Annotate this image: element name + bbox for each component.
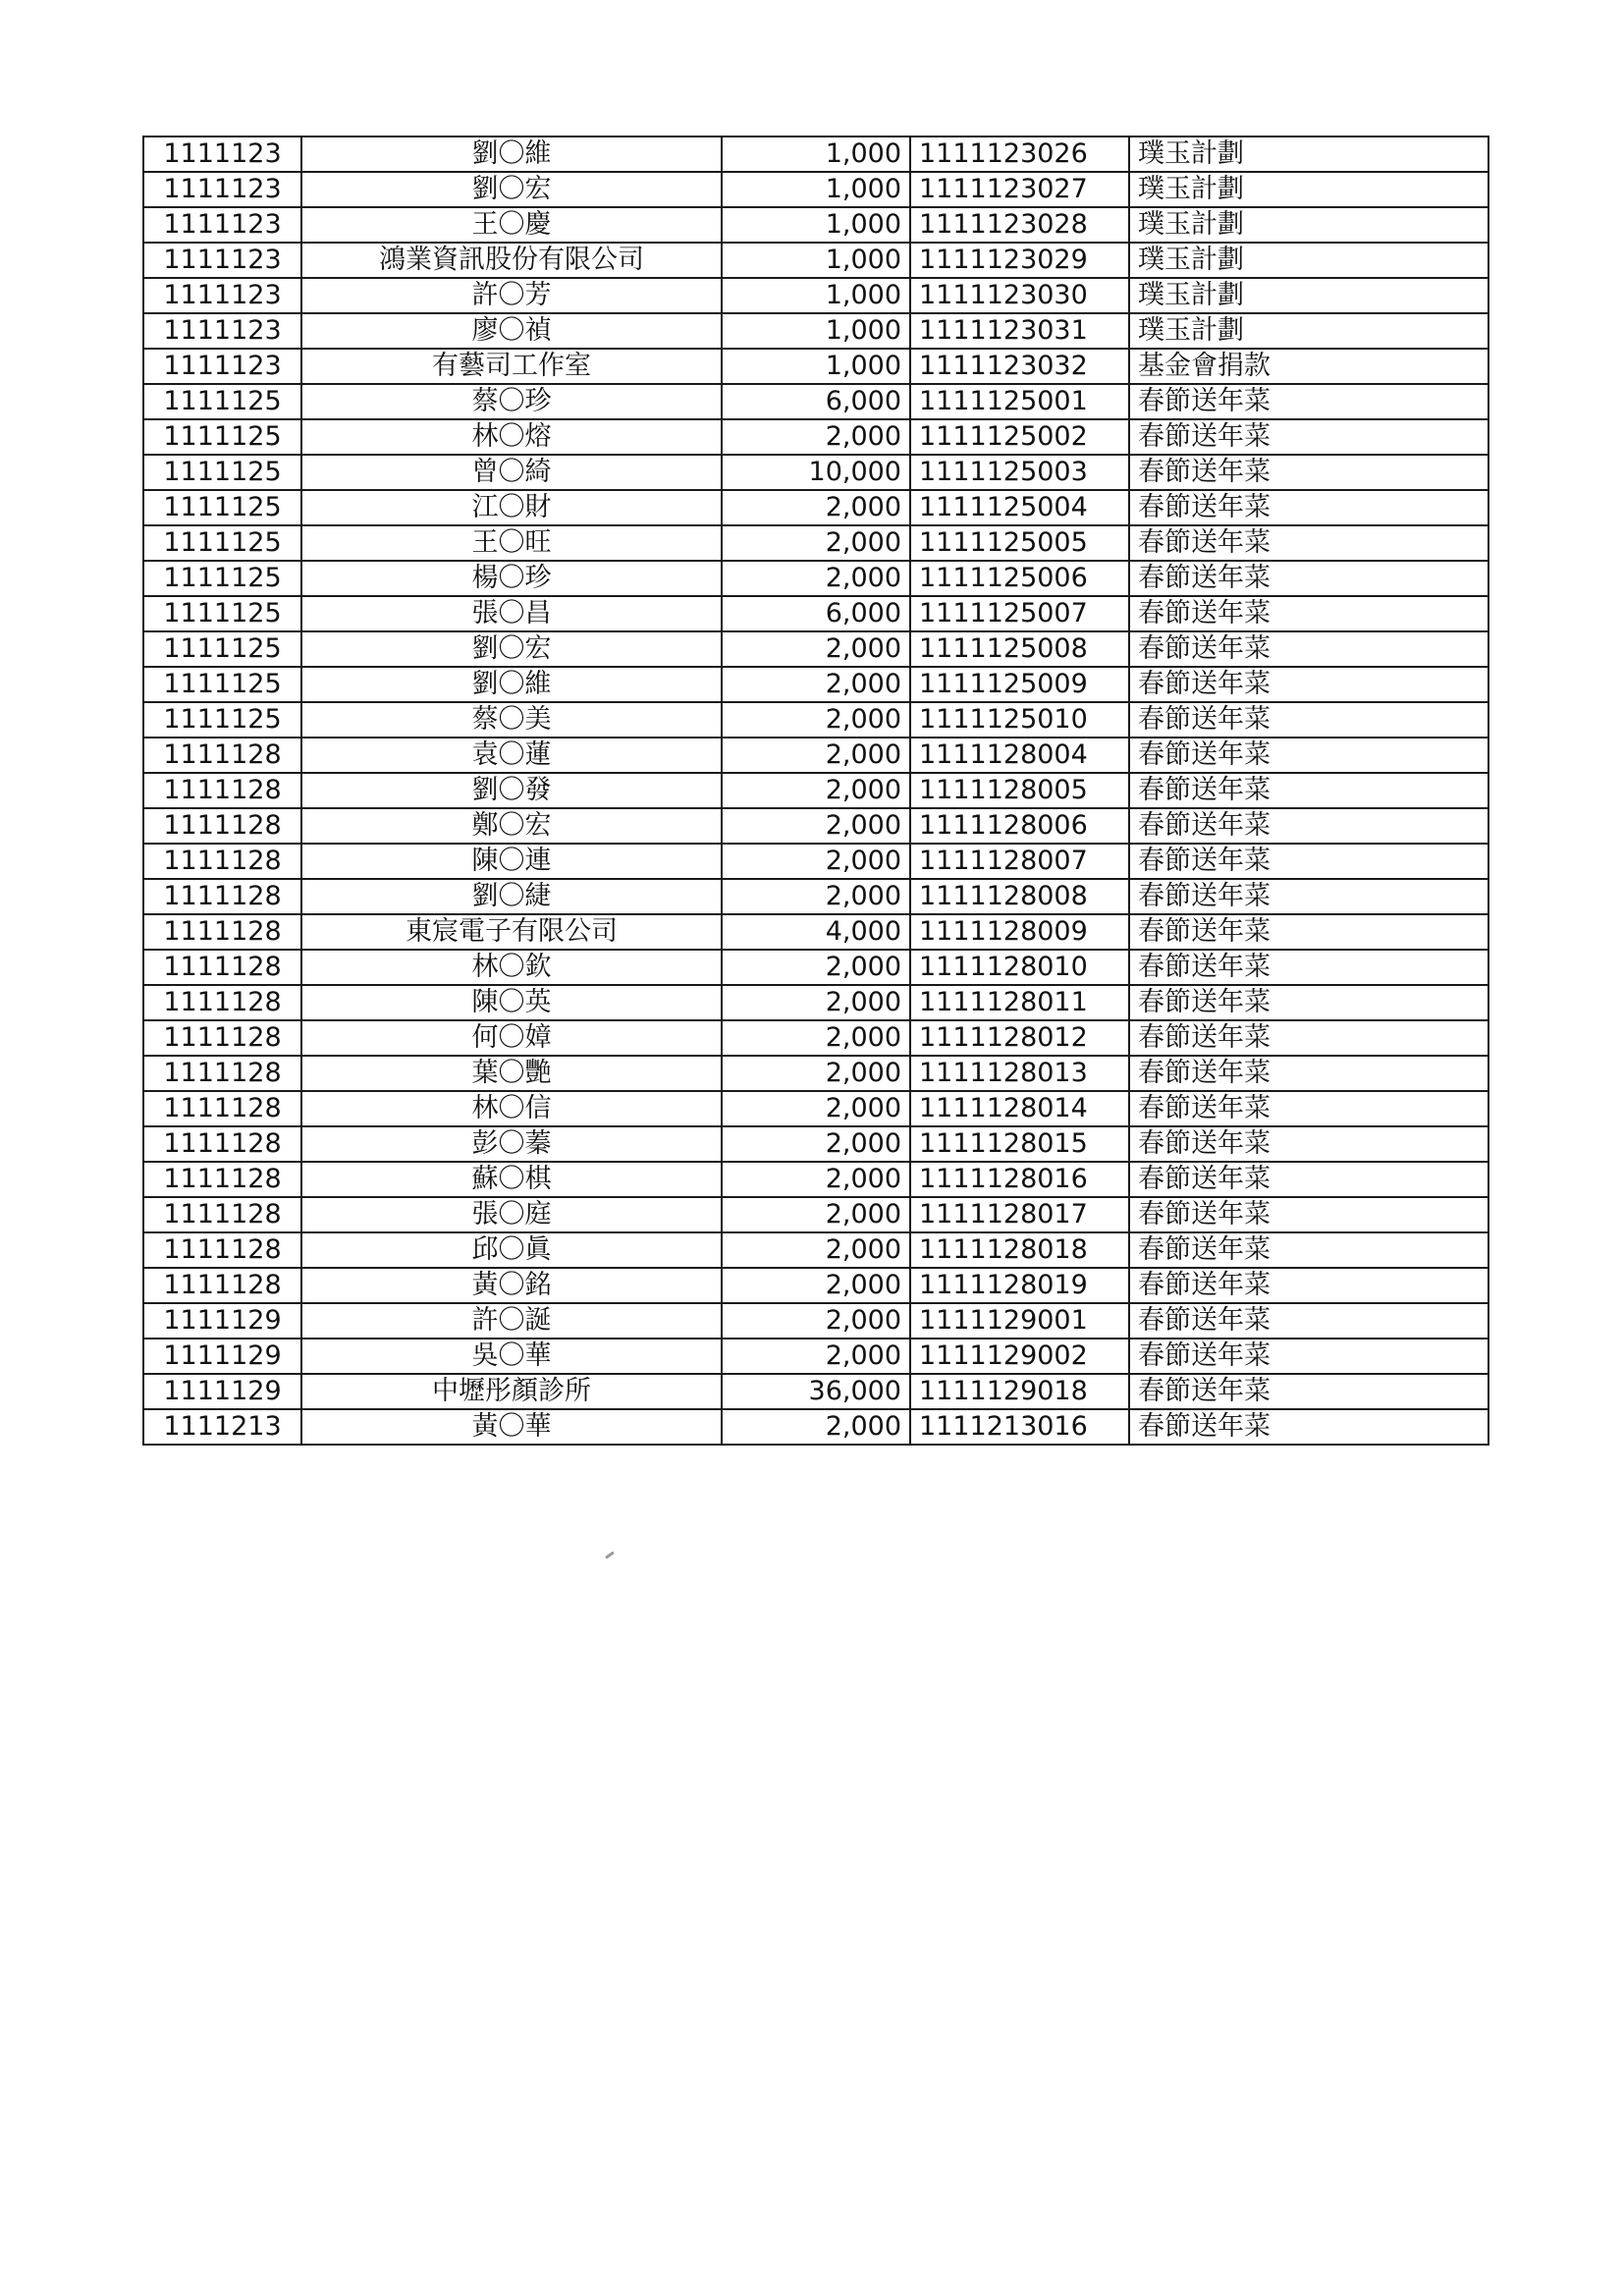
donor-cell: 袁〇蓮 [301, 738, 722, 773]
table-row [143, 702, 1488, 738]
date-cell: 1111125 [143, 596, 301, 631]
table-row [143, 243, 1488, 278]
date-cell: 1111128 [143, 914, 301, 950]
date-cell: 1111123 [143, 172, 301, 207]
table-row [143, 1339, 1488, 1374]
amount-cell: 1,000 [722, 137, 910, 172]
table-row [143, 808, 1488, 844]
donor-cell: 劉〇宏 [301, 631, 722, 667]
table-row [143, 1197, 1488, 1232]
date-cell: 1111128 [143, 879, 301, 914]
purpose-cell: 璞玉計劃 [1129, 172, 1488, 207]
purpose-cell: 春節送年菜 [1129, 1268, 1488, 1303]
receipt-number-cell: 1111123026 [910, 137, 1129, 172]
date-cell: 1111125 [143, 419, 301, 455]
donor-cell: 東宸電子有限公司 [301, 914, 722, 950]
amount-cell: 2,000 [722, 879, 910, 914]
table-row [143, 844, 1488, 879]
amount-cell: 10,000 [722, 455, 910, 490]
receipt-number-cell: 1111125001 [910, 384, 1129, 419]
table-row [143, 313, 1488, 349]
table-row [143, 490, 1488, 525]
table-row [143, 1303, 1488, 1339]
receipt-number-cell: 1111125002 [910, 419, 1129, 455]
purpose-cell: 春節送年菜 [1129, 1409, 1488, 1445]
amount-cell: 2,000 [722, 561, 910, 596]
amount-cell: 2,000 [722, 667, 910, 702]
table-row [143, 985, 1488, 1020]
purpose-cell: 春節送年菜 [1129, 1339, 1488, 1374]
purpose-cell: 春節送年菜 [1129, 702, 1488, 738]
receipt-number-cell: 1111125004 [910, 490, 1129, 525]
date-cell: 1111129 [143, 1374, 301, 1409]
amount-cell: 6,000 [722, 384, 910, 419]
amount-cell: 2,000 [722, 950, 910, 985]
amount-cell: 2,000 [722, 1091, 910, 1126]
receipt-number-cell: 1111125009 [910, 667, 1129, 702]
donor-cell: 蔡〇美 [301, 702, 722, 738]
receipt-number-cell: 1111128012 [910, 1020, 1129, 1056]
receipt-number-cell: 1111128010 [910, 950, 1129, 985]
donor-cell: 廖〇禎 [301, 313, 722, 349]
donor-cell: 楊〇珍 [301, 561, 722, 596]
date-cell: 1111123 [143, 207, 301, 243]
date-cell: 1111123 [143, 313, 301, 349]
donation-table [142, 136, 1489, 1446]
receipt-number-cell: 1111128005 [910, 773, 1129, 808]
receipt-number-cell: 1111123029 [910, 243, 1129, 278]
receipt-number-cell: 1111129002 [910, 1339, 1129, 1374]
scan-speck [605, 1551, 615, 1558]
purpose-cell: 春節送年菜 [1129, 950, 1488, 985]
amount-cell: 2,000 [722, 1339, 910, 1374]
donor-cell: 劉〇緁 [301, 879, 722, 914]
donor-cell: 林〇欽 [301, 950, 722, 985]
table-row [143, 172, 1488, 207]
receipt-number-cell: 1111128006 [910, 808, 1129, 844]
table-row [143, 631, 1488, 667]
receipt-number-cell: 1111125008 [910, 631, 1129, 667]
purpose-cell: 基金會捐款 [1129, 349, 1488, 384]
amount-cell: 2,000 [722, 419, 910, 455]
table-row [143, 384, 1488, 419]
purpose-cell: 璞玉計劃 [1129, 278, 1488, 313]
purpose-cell: 春節送年菜 [1129, 985, 1488, 1020]
purpose-cell: 春節送年菜 [1129, 490, 1488, 525]
purpose-cell: 春節送年菜 [1129, 1056, 1488, 1091]
date-cell: 1111125 [143, 667, 301, 702]
donor-cell: 曾〇綺 [301, 455, 722, 490]
purpose-cell: 春節送年菜 [1129, 914, 1488, 950]
date-cell: 1111129 [143, 1339, 301, 1374]
purpose-cell: 春節送年菜 [1129, 773, 1488, 808]
donor-cell: 吳〇華 [301, 1339, 722, 1374]
donor-cell: 王〇慶 [301, 207, 722, 243]
date-cell: 1111125 [143, 455, 301, 490]
receipt-number-cell: 1111128008 [910, 879, 1129, 914]
date-cell: 1111123 [143, 243, 301, 278]
purpose-cell: 春節送年菜 [1129, 1303, 1488, 1339]
date-cell: 1111125 [143, 631, 301, 667]
amount-cell: 2,000 [722, 1126, 910, 1162]
amount-cell: 1,000 [722, 172, 910, 207]
date-cell: 1111125 [143, 490, 301, 525]
purpose-cell: 春節送年菜 [1129, 525, 1488, 561]
amount-cell: 2,000 [722, 525, 910, 561]
date-cell: 1111128 [143, 1197, 301, 1232]
date-cell: 1111128 [143, 1020, 301, 1056]
donor-cell: 黃〇華 [301, 1409, 722, 1445]
purpose-cell: 春節送年菜 [1129, 561, 1488, 596]
table-row [143, 1268, 1488, 1303]
date-cell: 1111123 [143, 349, 301, 384]
amount-cell: 2,000 [722, 631, 910, 667]
receipt-number-cell: 1111128014 [910, 1091, 1129, 1126]
date-cell: 1111123 [143, 278, 301, 313]
date-cell: 1111125 [143, 561, 301, 596]
receipt-number-cell: 1111125007 [910, 596, 1129, 631]
purpose-cell: 春節送年菜 [1129, 455, 1488, 490]
donor-cell: 江〇財 [301, 490, 722, 525]
date-cell: 1111125 [143, 384, 301, 419]
table-row [143, 1056, 1488, 1091]
receipt-number-cell: 1111128007 [910, 844, 1129, 879]
purpose-cell: 春節送年菜 [1129, 1162, 1488, 1197]
purpose-cell: 春節送年菜 [1129, 1374, 1488, 1409]
date-cell: 1111128 [143, 1056, 301, 1091]
date-cell: 1111128 [143, 1126, 301, 1162]
amount-cell: 2,000 [722, 1020, 910, 1056]
receipt-number-cell: 1111129001 [910, 1303, 1129, 1339]
donor-cell: 林〇信 [301, 1091, 722, 1126]
table-row [143, 773, 1488, 808]
amount-cell: 2,000 [722, 844, 910, 879]
date-cell: 1111128 [143, 950, 301, 985]
table-row [143, 1091, 1488, 1126]
purpose-cell: 春節送年菜 [1129, 596, 1488, 631]
purpose-cell: 璞玉計劃 [1129, 207, 1488, 243]
date-cell: 1111129 [143, 1303, 301, 1339]
amount-cell: 2,000 [722, 985, 910, 1020]
amount-cell: 2,000 [722, 702, 910, 738]
table-row [143, 1162, 1488, 1197]
date-cell: 1111128 [143, 1232, 301, 1268]
receipt-number-cell: 1111128009 [910, 914, 1129, 950]
receipt-number-cell: 1111213016 [910, 1409, 1129, 1445]
amount-cell: 2,000 [722, 490, 910, 525]
donor-cell: 彭〇蓁 [301, 1126, 722, 1162]
date-cell: 1111125 [143, 525, 301, 561]
purpose-cell: 春節送年菜 [1129, 631, 1488, 667]
donor-cell: 邱〇眞 [301, 1232, 722, 1268]
receipt-number-cell: 1111123031 [910, 313, 1129, 349]
donor-cell: 有藝司工作室 [301, 349, 722, 384]
donation-table-body [143, 137, 1488, 1445]
date-cell: 1111128 [143, 738, 301, 773]
date-cell: 1111125 [143, 702, 301, 738]
receipt-number-cell: 1111125005 [910, 525, 1129, 561]
amount-cell: 1,000 [722, 207, 910, 243]
purpose-cell: 春節送年菜 [1129, 879, 1488, 914]
receipt-number-cell: 1111128016 [910, 1162, 1129, 1197]
receipt-number-cell: 1111123027 [910, 172, 1129, 207]
receipt-number-cell: 1111125003 [910, 455, 1129, 490]
date-cell: 1111213 [143, 1409, 301, 1445]
date-cell: 1111128 [143, 808, 301, 844]
date-cell: 1111128 [143, 1091, 301, 1126]
amount-cell: 2,000 [722, 1056, 910, 1091]
amount-cell: 1,000 [722, 278, 910, 313]
date-cell: 1111123 [143, 137, 301, 172]
amount-cell: 2,000 [722, 1409, 910, 1445]
table-row [143, 561, 1488, 596]
donor-cell: 許〇芳 [301, 278, 722, 313]
purpose-cell: 春節送年菜 [1129, 1232, 1488, 1268]
table-row [143, 1409, 1488, 1445]
table-row [143, 278, 1488, 313]
donor-cell: 張〇庭 [301, 1197, 722, 1232]
amount-cell: 4,000 [722, 914, 910, 950]
donor-cell: 鄭〇宏 [301, 808, 722, 844]
date-cell: 1111128 [143, 985, 301, 1020]
receipt-number-cell: 1111125006 [910, 561, 1129, 596]
donor-cell: 王〇旺 [301, 525, 722, 561]
table-row [143, 349, 1488, 384]
donor-cell: 蔡〇珍 [301, 384, 722, 419]
table-row [143, 1126, 1488, 1162]
date-cell: 1111128 [143, 773, 301, 808]
purpose-cell: 春節送年菜 [1129, 667, 1488, 702]
table-row [143, 738, 1488, 773]
amount-cell: 1,000 [722, 313, 910, 349]
donor-cell: 黃〇銘 [301, 1268, 722, 1303]
table-row [143, 419, 1488, 455]
table-row [143, 1232, 1488, 1268]
amount-cell: 2,000 [722, 1268, 910, 1303]
amount-cell: 36,000 [722, 1374, 910, 1409]
purpose-cell: 璞玉計劃 [1129, 243, 1488, 278]
purpose-cell: 春節送年菜 [1129, 1197, 1488, 1232]
donor-cell: 許〇誕 [301, 1303, 722, 1339]
table-row [143, 596, 1488, 631]
donor-cell: 劉〇維 [301, 667, 722, 702]
purpose-cell: 春節送年菜 [1129, 384, 1488, 419]
receipt-number-cell: 1111128004 [910, 738, 1129, 773]
table-row [143, 914, 1488, 950]
donor-cell: 葉〇艷 [301, 1056, 722, 1091]
receipt-number-cell: 1111123032 [910, 349, 1129, 384]
donor-cell: 劉〇發 [301, 773, 722, 808]
table-row [143, 1374, 1488, 1409]
amount-cell: 2,000 [722, 808, 910, 844]
purpose-cell: 春節送年菜 [1129, 1020, 1488, 1056]
purpose-cell: 春節送年菜 [1129, 1126, 1488, 1162]
purpose-cell: 璞玉計劃 [1129, 137, 1488, 172]
donor-cell: 何〇嫜 [301, 1020, 722, 1056]
receipt-number-cell: 1111125010 [910, 702, 1129, 738]
amount-cell: 2,000 [722, 1232, 910, 1268]
donor-cell: 陳〇英 [301, 985, 722, 1020]
receipt-number-cell: 1111123030 [910, 278, 1129, 313]
receipt-number-cell: 1111128018 [910, 1232, 1129, 1268]
receipt-number-cell: 1111128013 [910, 1056, 1129, 1091]
donor-cell: 鴻業資訊股份有限公司 [301, 243, 722, 278]
amount-cell: 1,000 [722, 349, 910, 384]
table-row [143, 455, 1488, 490]
purpose-cell: 春節送年菜 [1129, 844, 1488, 879]
receipt-number-cell: 1111128017 [910, 1197, 1129, 1232]
amount-cell: 2,000 [722, 773, 910, 808]
purpose-cell: 璞玉計劃 [1129, 313, 1488, 349]
donor-cell: 蘇〇棋 [301, 1162, 722, 1197]
amount-cell: 2,000 [722, 1162, 910, 1197]
donor-cell: 陳〇連 [301, 844, 722, 879]
donor-cell: 中壢彤顏診所 [301, 1374, 722, 1409]
amount-cell: 6,000 [722, 596, 910, 631]
table-row [143, 525, 1488, 561]
table-row [143, 207, 1488, 243]
receipt-number-cell: 1111128011 [910, 985, 1129, 1020]
table-row [143, 879, 1488, 914]
donor-cell: 林〇熔 [301, 419, 722, 455]
donor-cell: 劉〇宏 [301, 172, 722, 207]
table-row [143, 667, 1488, 702]
receipt-number-cell: 1111128019 [910, 1268, 1129, 1303]
table-row [143, 1020, 1488, 1056]
date-cell: 1111128 [143, 1268, 301, 1303]
date-cell: 1111128 [143, 1162, 301, 1197]
table-row [143, 137, 1488, 172]
purpose-cell: 春節送年菜 [1129, 419, 1488, 455]
receipt-number-cell: 1111129018 [910, 1374, 1129, 1409]
purpose-cell: 春節送年菜 [1129, 1091, 1488, 1126]
purpose-cell: 春節送年菜 [1129, 738, 1488, 773]
table-row [143, 950, 1488, 985]
amount-cell: 2,000 [722, 738, 910, 773]
receipt-number-cell: 1111128015 [910, 1126, 1129, 1162]
date-cell: 1111128 [143, 844, 301, 879]
donor-cell: 劉〇維 [301, 137, 722, 172]
amount-cell: 2,000 [722, 1197, 910, 1232]
purpose-cell: 春節送年菜 [1129, 808, 1488, 844]
amount-cell: 2,000 [722, 1303, 910, 1339]
receipt-number-cell: 1111123028 [910, 207, 1129, 243]
amount-cell: 1,000 [722, 243, 910, 278]
donor-cell: 張〇昌 [301, 596, 722, 631]
